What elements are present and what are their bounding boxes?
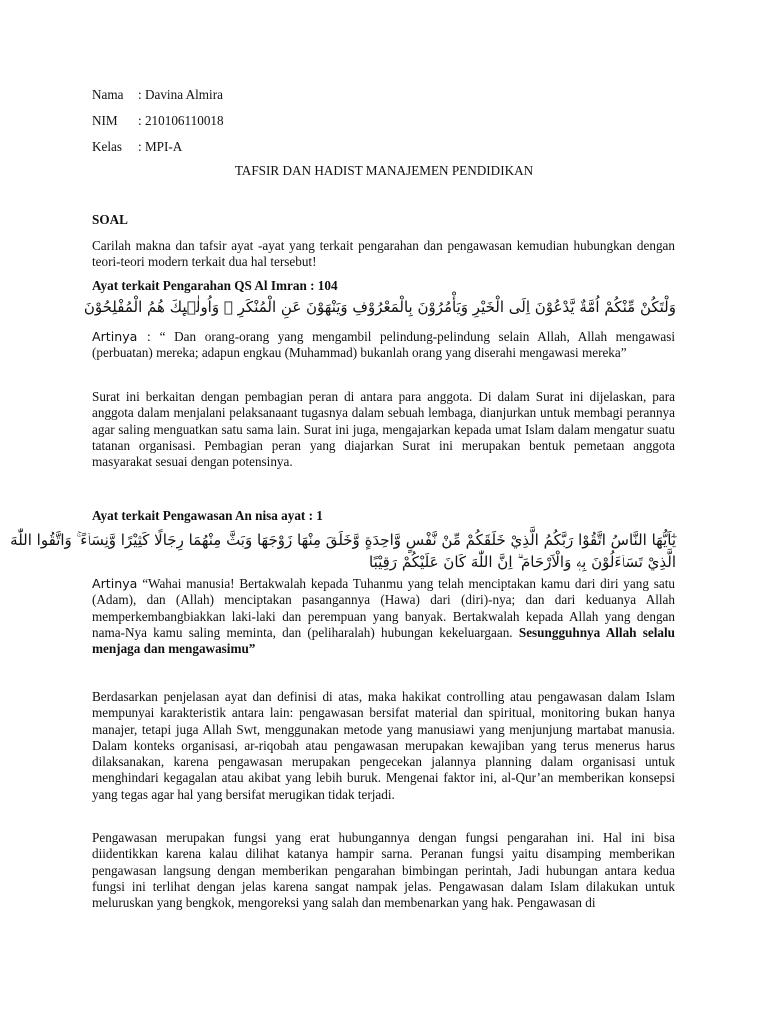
nim-label: NIM (92, 113, 118, 128)
section2-artinya-text: “Wahai manusia! Bertakwalah kepada Tuhanmu yang telah menciptakan kamu dari diri yang satu (Adam), dan (Allah) menciptakan pasangannya (Hawa) dari (diri)-nya; dan dari keduanya Allah memperkembangbiakkan laki-laki dan perempuan yang banyak. Bertakwalah kepada Allah yang dengan nama-Nya kamu saling meminta, dan (peliharalah) hubungan kekeluargaan. (92, 576, 675, 640)
section1-heading: Ayat terkait Pengarahan QS Al Imran : 104 (92, 278, 338, 293)
section1-artinya (92, 329, 675, 362)
section2-arabic-line1: يٰٓاَيُّهَا النَّاسُ اتَّقُوْا رَبَّكُمُ الَّذِيْ خَلَقَكُمْ مِّنْ نَّفْسٍ وَّاحِدَةٍ وَّخَلَقَ مِنْهَا زَوْجَهَا وَبَثَّ مِنْهُمَا رِجَالًا كَثِيْرًا وَّنِسَاۤءً ۚ وَاتَّقُوا اللّٰهَ (10, 531, 676, 549)
soal-heading: SOAL (92, 212, 128, 227)
section2-heading: Ayat terkait Pengawasan An nisa ayat : 1 (92, 508, 323, 523)
section1-paragraph: Surat ini berkaitan dengan pembagian peran di antara para anggota. Di dalam Surat ini dijelaskan, para anggota dalam menjalani pelaksanaant tugasnya dalam sebuah lembaga, dianjurkan untuk membagi perannya agar saling menguatkan satu sama lain. Surat ini juga, mengajarkan kepada umat Islam dalam mengatur suatu tatanan organisasi. Pembagian peran yang diajarkan Surat ini merupakan bentuk pemetaan anggota masyarakat sesuai dengan potensinya. (92, 389, 675, 470)
nama-value: : Davina Almira (138, 87, 223, 102)
kelas-value: : MPI-A (138, 139, 183, 154)
kelas-row (92, 139, 182, 155)
section1-arabic-verse: وَلْتَكُنْ مِّنْكُمْ اُمَّةٌ يَّدْعُوْنَ اِلَى الْخَيْرِ وَيَأْمُرُوْنَ بِالْمَعْرُوْفِ وَيَنْهَوْنَ عَنِ الْمُنْكَرِ ۗ وَاُولٰۤىِٕكَ هُمُ الْمُفْلِحُوْنَ (83, 298, 676, 316)
nim-value: : 210106110018 (138, 113, 224, 128)
soal-text: Carilah makna dan tafsir ayat -ayat yang terkait pengarahan dan pengawasan kemudian hubungkan dengan teori-teori modern terkait dua hal tersebut! (92, 238, 675, 270)
section2-artinya-bold: Sesungguhnya Allah selalu menjaga dan mengawasimu” (92, 624, 675, 657)
nim-row (92, 113, 224, 129)
section1-artinya-text: “ Dan orang-orang yang mengambil pelindung-pelindung selain Allah, Allah mengawasi (perbuatan) mereka; adapun engkau (Muhammad) bukanlah orang yang diserahi mengawasi mereka” (92, 329, 675, 361)
document-title: TAFSIR DAN HADIST MANAJEMEN PENDIDIKAN (234, 163, 534, 178)
section2-paragraph2: Pengawasan merupakan fungsi yang erat hubungannya dengan fungsi pengarahan ini. Hal ini bisa diidentikkan karena kalau dilihat katanya hampir sarna. Peranan fungsi yaitu disamping memberikan pengawasan langsung dengan memberikan pengarahan bimbingan perintah, Jadi hubungan antara kedua fungsi ini terlihat dengan jelas karena sangat nampak jelas. Pengawasan dalam Islam dilakukan untuk meluruskan yang bengkok, mengoreksi yang salah dan membenarkan yang hak. Pengawasan di (92, 830, 675, 911)
kelas-label: Kelas (92, 139, 123, 154)
section2-arabic-line2: الَّذِيْ تَسَاۤءَلُوْنَ بِهٖ وَالْاَرْحَامَ ۗ اِنَّ اللّٰهَ كَانَ عَلَيْكُمْ رَقِيْبًا (369, 553, 676, 571)
section1-artinya-label: Artinya : (92, 329, 151, 344)
section2-artinya-label: Artinya (92, 576, 138, 591)
section2-artinya (92, 576, 675, 657)
nama-row (92, 87, 223, 103)
nama-label: Nama (92, 87, 124, 102)
section2-paragraph1: Berdasarkan penjelasan ayat dan definisi di atas, maka hakikat controlling atau pengawasan dalam Islam mempunyai karakteristik antara lain: pengawasan bersifat material dan spiritual, monitoring bukan hanya manajer, tetapi juga Allah Swt, menggunakan metode yang manusiawi yang menjunjung martabat manusia. Dalam konteks organisasi, ar-riqobah atau pengawasan merupakan kewajiban yang terus menerus harus dilaksanakan, karena pengawasan merupakan pengecekan jalannya planning dalam organisasi untuk menghindari kegagalan atau akibat yang lebih buruk. Mengenai faktor ini, al-Qur’an memberikan konsepsi yang tegas agar hal yang bersifat merugikan tidak terjadi. (92, 689, 675, 802)
